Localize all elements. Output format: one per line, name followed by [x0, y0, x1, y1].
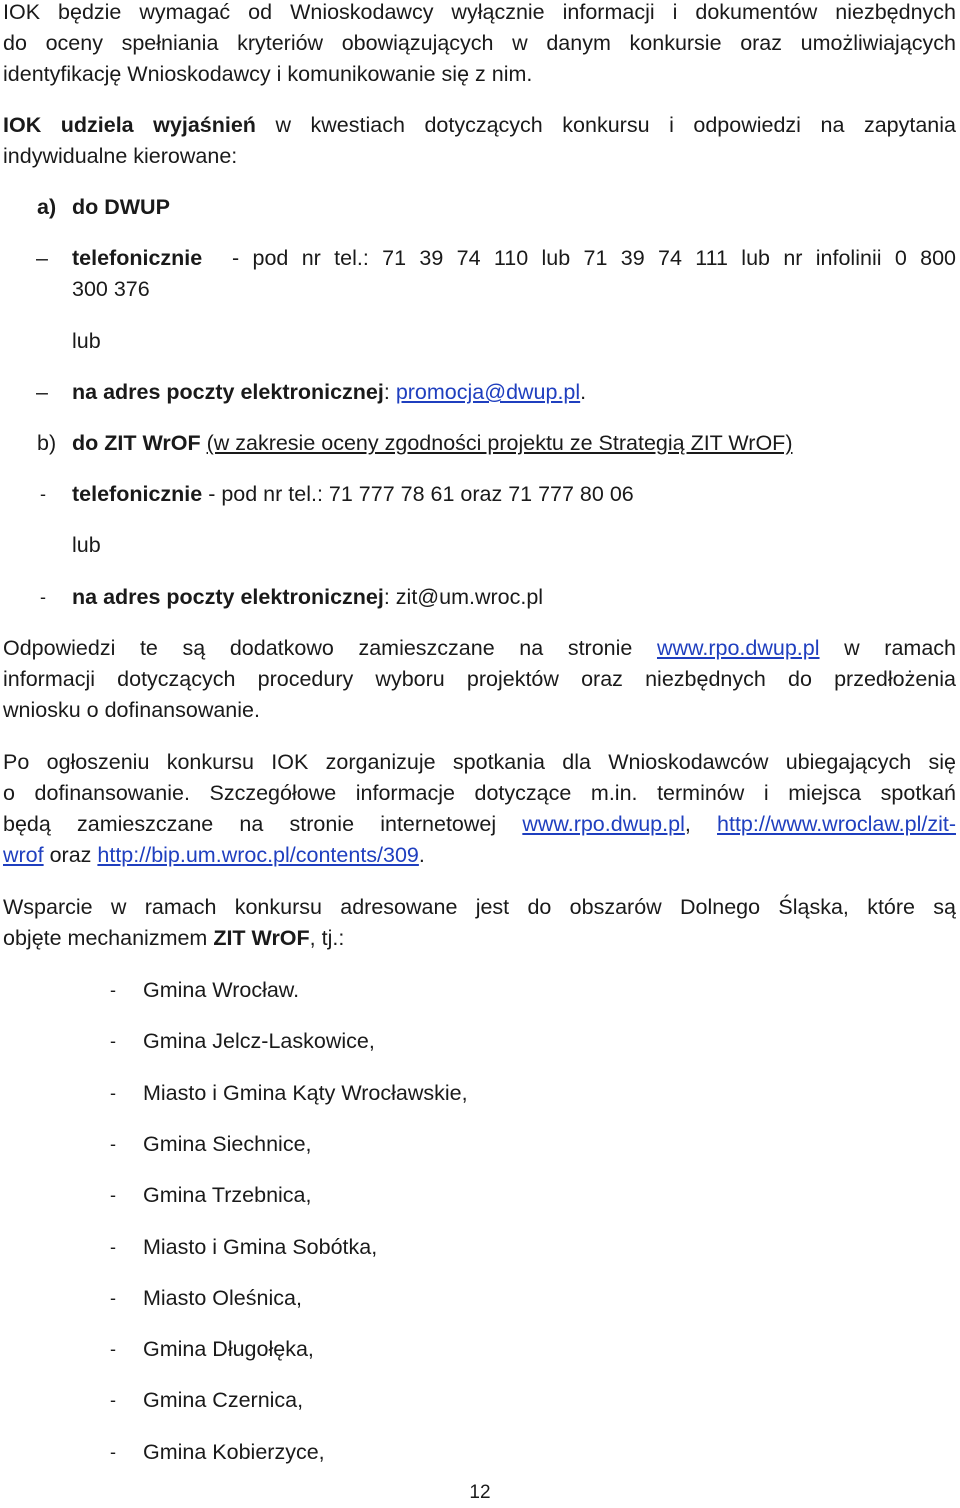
- paragraph-4-line-3: [3, 809, 956, 840]
- paragraph-1-line-3: identyfikację Wnioskodawcy i komunikowanie się z nim.: [3, 62, 533, 86]
- paragraph-4-text: będą zamieszczane na stronie internetowej: [3, 812, 497, 836]
- rpo-dwup-link[interactable]: www.rpo.dwup.pl: [656, 636, 820, 660]
- dwup-email-line: [72, 377, 586, 408]
- list-item-dash: -: [110, 1083, 116, 1103]
- paragraph-4-line-1: Po ogłoszeniu konkursu IOK zorganizuje spotkania dla Wnioskodawców ubiegających się: [3, 750, 956, 774]
- paragraph-4-end: .: [418, 843, 425, 867]
- list-item-dash: -: [110, 1288, 116, 1308]
- list-item-dash: -: [110, 980, 116, 1000]
- rpo-dwup-link-2[interactable]: www.rpo.dwup.pl: [522, 812, 685, 836]
- zit-email: : zit@um.wroc.pl: [383, 585, 544, 609]
- list-item-dash: -: [110, 1339, 116, 1359]
- list-item-dash: -: [110, 1134, 116, 1154]
- wroclaw-zit-link[interactable]: http://www.wroclaw.pl/zit-: [717, 812, 956, 836]
- paragraph-4-line-2: o dofinansowanie. Szczegółowe informacje dotyczące m.in. terminów i miejsca spotkań: [3, 781, 956, 805]
- dwup-phone-numbers: - pod nr tel.: 71 39 74 110 lub 71 39 74 111 lub nr infolinii 0 800: [232, 246, 956, 270]
- list-item: Miasto i Gmina Kąty Wrocławskie,: [143, 1081, 468, 1105]
- list-item-dash: -: [110, 1442, 116, 1462]
- paragraph-4-oraz: oraz: [43, 843, 98, 867]
- bip-um-wroc-link[interactable]: http://bip.um.wroc.pl/contents/309: [97, 843, 419, 867]
- zit-phone-line: [72, 479, 634, 510]
- paragraph-5-text: objęte mechanizmem: [3, 926, 214, 950]
- paragraph-2-line-1-rest: w kwestiach dotyczących konkursu i odpowiedzi na zapytania: [255, 113, 956, 137]
- paragraph-3-line-1: [3, 633, 956, 664]
- paragraph-5-line-1: Wsparcie w ramach konkursu adresowane jest do obszarów Dolnego Śląska, które są: [3, 895, 956, 919]
- dwup-phone-label: telefonicznie: [72, 246, 203, 270]
- list-item-dash: -: [110, 1237, 116, 1257]
- dwup-marker: a): [37, 195, 57, 219]
- dwup-email-dash: –: [36, 380, 48, 404]
- paragraph-3-line-3: wniosku o dofinansowanie.: [3, 698, 260, 722]
- paragraph-3-text: Odpowiedzi te są dodatkowo zamieszczane na stronie: [3, 636, 633, 660]
- list-item: Miasto i Gmina Sobótka,: [143, 1235, 378, 1259]
- dwup-email-end: .: [580, 380, 587, 404]
- list-item: Gmina Długołęka,: [143, 1337, 314, 1361]
- dwup-title: do DWUP: [72, 195, 170, 219]
- list-item: Gmina Kobierzyce,: [143, 1440, 325, 1464]
- zit-phone-label: telefonicznie: [72, 482, 203, 506]
- list-item: Gmina Jelcz-Laskowice,: [143, 1029, 375, 1053]
- paragraph-5-end: , tj.:: [309, 926, 345, 950]
- list-item: Gmina Wrocław.: [143, 978, 300, 1002]
- list-item-dash: -: [110, 1390, 116, 1410]
- dwup-email-link[interactable]: promocja@dwup.pl: [395, 380, 581, 404]
- zit-or: lub: [72, 533, 101, 557]
- zit-email-dash: -: [40, 587, 46, 607]
- zit-title: do ZIT WrOF: [72, 431, 201, 455]
- paragraph-1-line-1: IOK będzie wymagać od Wnioskodawcy wyłącznie informacji i dokumentów niezbędnych: [3, 0, 956, 24]
- zit-phone-dash: -: [40, 484, 46, 504]
- paragraph-4-comma: ,: [684, 812, 691, 836]
- list-item: Gmina Trzebnica,: [143, 1183, 312, 1207]
- zit-email-line: [72, 582, 543, 613]
- dwup-email-label: na adres poczty elektronicznej: [72, 380, 384, 404]
- paragraph-2-line-1: [3, 110, 956, 141]
- zit-marker: b): [37, 431, 57, 455]
- dwup-phone-dash: –: [36, 246, 48, 270]
- paragraph-5-line-2: [3, 923, 956, 954]
- dwup-phone-numbers-cont: 300 376: [72, 277, 150, 301]
- paragraph-3-line-2: informacji dotyczących procedury wyboru projektów oraz niezbędnych do przedłożenia: [3, 667, 956, 691]
- paragraph-1-line-2: do oceny spełniania kryteriów obowiązujących w danym konkursie oraz umożliwiających: [3, 31, 956, 55]
- list-item: Miasto Oleśnica,: [143, 1286, 302, 1310]
- dwup-email-sep: :: [383, 380, 396, 404]
- paragraph-2-line-2: indywidualne kierowane:: [3, 144, 238, 168]
- list-item: Gmina Czernica,: [143, 1388, 304, 1412]
- dwup-or: lub: [72, 329, 101, 353]
- zit-title-line: [72, 428, 792, 459]
- paragraph-4-line-4: [3, 840, 956, 871]
- list-item-dash: -: [110, 1031, 116, 1051]
- paragraph-3-text-end: w ramach: [844, 636, 956, 660]
- zit-wrof-bold: ZIT WrOF: [213, 926, 310, 950]
- wroclaw-zit-link-cont[interactable]: wrof: [3, 843, 44, 867]
- zit-email-label: na adres poczty elektronicznej: [72, 585, 384, 609]
- zit-phone-numbers: - pod nr tel.: 71 777 78 61 oraz 71 777 80 06: [202, 482, 634, 506]
- iok-explanations-bold: IOK udziela wyjaśnień: [3, 113, 256, 137]
- page-number: 12: [469, 1482, 491, 1503]
- list-item-dash: -: [110, 1185, 116, 1205]
- zit-scope: (w zakresie oceny zgodności projektu ze Strategią ZIT WrOF): [206, 431, 793, 455]
- list-item: Gmina Siechnice,: [143, 1132, 312, 1156]
